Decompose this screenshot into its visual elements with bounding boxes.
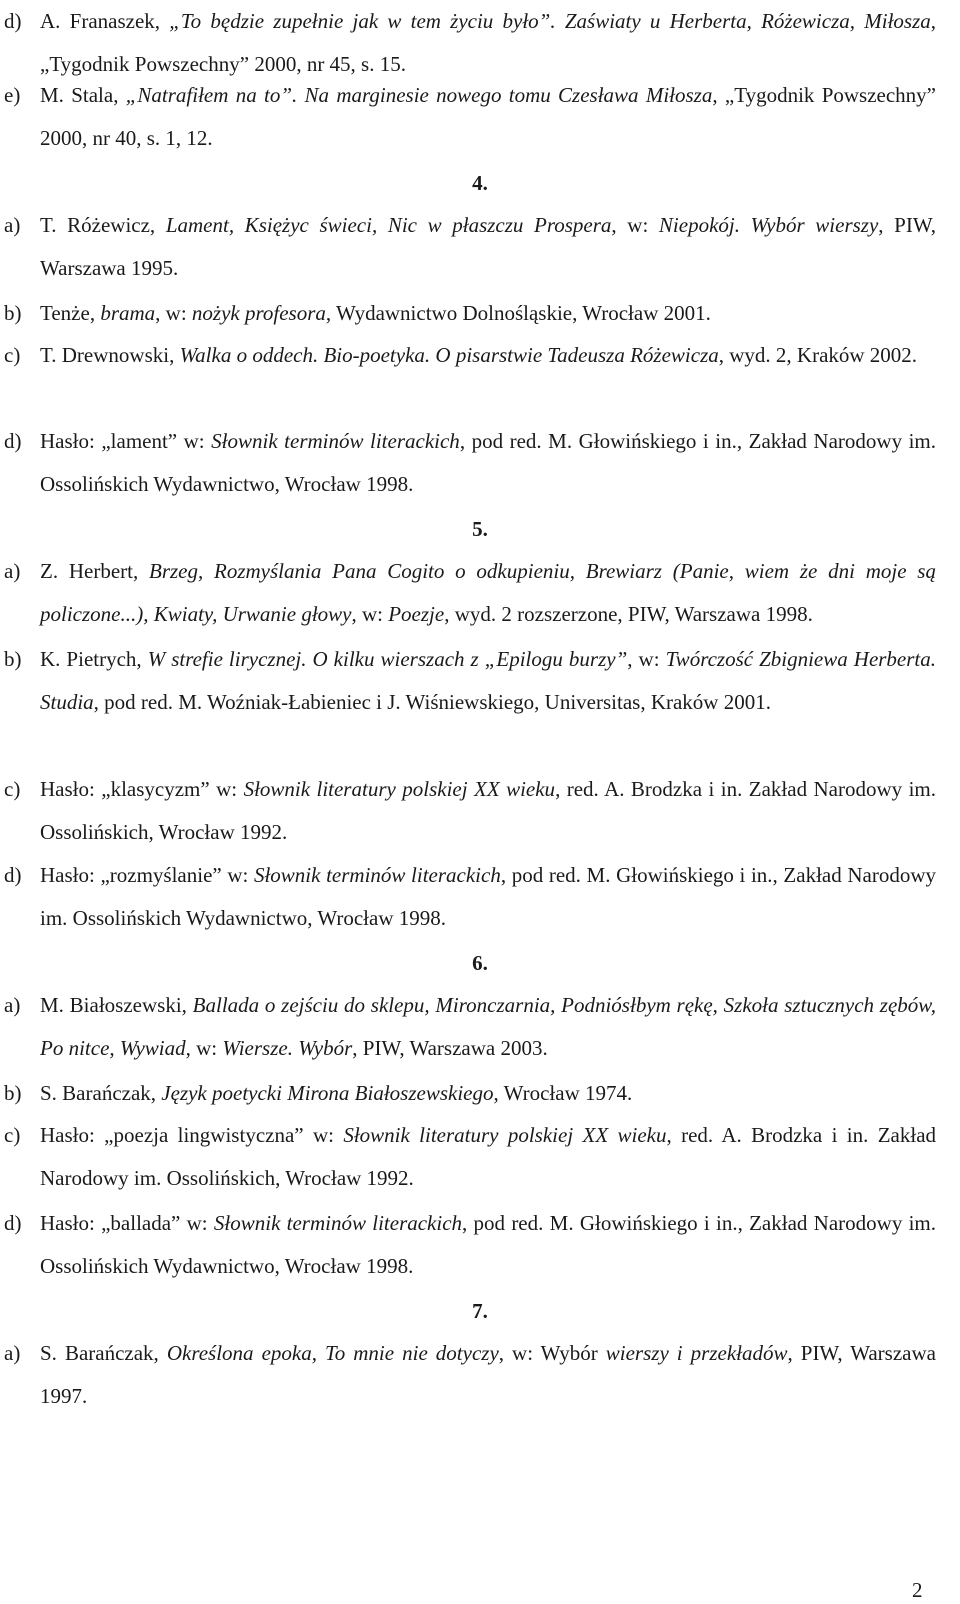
bibliography-entry-e-stala [4,74,936,160]
bibliography-entry-7a [4,1332,936,1418]
entry-label: d) [4,1211,22,1235]
entry-label: b) [4,1081,22,1105]
entry-text: Z. Herbert, Brzeg, Rozmyślania Pana Cogito o odkupieniu, Brewiarz (Panie, wiem że dni moje są policzone...), Kwiaty, Urwanie głowy, w: Poezje, wyd. 2 rozszerzone, PIW, Warszawa 1998. [40,559,936,626]
entry-text: Tenże, brama, w: nożyk profesora, Wydawnictwo Dolnośląskie, Wrocław 2001. [40,301,711,325]
entry-text: T. Różewicz, Lament, Księżyc świeci, Nic w płaszczu Prospera, w: Niepokój. Wybór wierszy, PIW, Warszawa 1995. [40,213,936,280]
bibliography-entry-4b [4,292,936,335]
entry-label: a) [4,559,21,583]
entry-label: c) [4,1123,21,1147]
entry-label: a) [4,993,21,1017]
section-heading-7: 7. [472,1299,488,1323]
entry-text: Hasło: „ballada” w: Słownik terminów literackich, pod red. M. Głowińskiego i in., Zakład Narodowy im. Ossolińskich Wydawnictwo, Wrocław 1998. [40,1211,936,1278]
entry-text: Hasło: „lament” w: Słownik terminów literackich, pod red. M. Głowińskiego i in., Zakład Narodowy im. Ossolińskich Wydawnictwo, Wrocław 1998. [40,429,937,496]
entry-text: M. Białoszewski, Ballada o zejściu do sklepu, Mironczarnia, Podniósłbym rękę, Szkoła sztucznych zębów, Po nitce, Wywiad, w: Wiersze. Wybór, PIW, Warszawa 2003. [40,993,936,1060]
entry-label: b) [4,301,22,325]
section-heading-6: 6. [472,951,488,975]
bibliography-entry-6c [4,1114,936,1200]
bibliography-entry-5b [4,638,936,724]
bibliography-entry-5a [4,550,936,636]
entry-label: b) [4,647,22,671]
bibliography-entry-6a [4,984,936,1070]
entry-text: T. Drewnowski, Walka o oddech. Bio-poetyka. O pisarstwie Tadeusza Różewicza, wyd. 2, Kraków 2002. [40,343,918,367]
bibliography-entry-6d [4,1202,936,1288]
page-number: 2 [912,1578,923,1602]
entry-label: d) [4,863,22,887]
bibliography-entry-4a [4,204,936,290]
entry-text: M. Stala, „Natrafiłem na to”. Na marginesie nowego tomu Czesława Miłosza, „Tygodnik Powszechny” 2000, nr 40, s. 1, 12. [40,83,936,150]
entry-text: A. Franaszek, „To będzie zupełnie jak w tem życiu było”. Zaświaty u Herberta, Różewicza, Miłosza, „Tygodnik Powszechny” 2000, nr 45, s. 15. [40,9,936,76]
bibliography-entry-6b [4,1072,936,1115]
bibliography-entry-5d [4,854,936,940]
entry-label: a) [4,1341,21,1365]
bibliography-entry-4c [4,334,936,377]
section-heading-5: 5. [472,517,488,541]
entry-label: c) [4,777,21,801]
entry-label: d) [4,429,22,453]
entry-text: K. Pietrych, W strefie lirycznej. O kilku wierszach z „Epilogu burzy”, w: Twórczość Zbigniewa Herberta. Studia, pod red. M. Woźniak-Łabieniec i J. Wiśniewskiego, Universitas, Kraków 2001. [40,647,937,714]
entry-label: d) [4,9,22,33]
entry-label: a) [4,213,21,237]
entry-text: Hasło: „rozmyślanie” w: Słownik terminów literackich, pod red. M. Głowińskiego i in., Zakład Narodowy im. Ossolińskich Wydawnictwo, Wrocław 1998. [40,863,936,930]
section-heading-4: 4. [472,171,488,195]
bibliography-entry-4d [4,420,936,506]
entry-label: c) [4,343,21,367]
entry-text: Hasło: „klasycyzm” w: Słownik literatury polskiej XX wieku, red. A. Brodzka i in. Zakład Narodowy im. Ossolińskich, Wrocław 1992. [40,777,936,844]
entry-text: S. Barańczak, Język poetycki Mirona Białoszewskiego, Wrocław 1974. [40,1081,633,1105]
bibliography-entry-5c [4,768,936,854]
entry-text: Hasło: „poezja lingwistyczna” w: Słownik literatury polskiej XX wieku, red. A. Brodzka i in. Zakład Narodowy im. Ossolińskich, Wrocław 1992. [40,1123,937,1190]
entry-text: S. Barańczak, Określona epoka, To mnie nie dotyczy, w: Wybór wierszy i przekładów, PIW, Warszawa 1997. [40,1341,936,1408]
entry-label: e) [4,83,21,107]
